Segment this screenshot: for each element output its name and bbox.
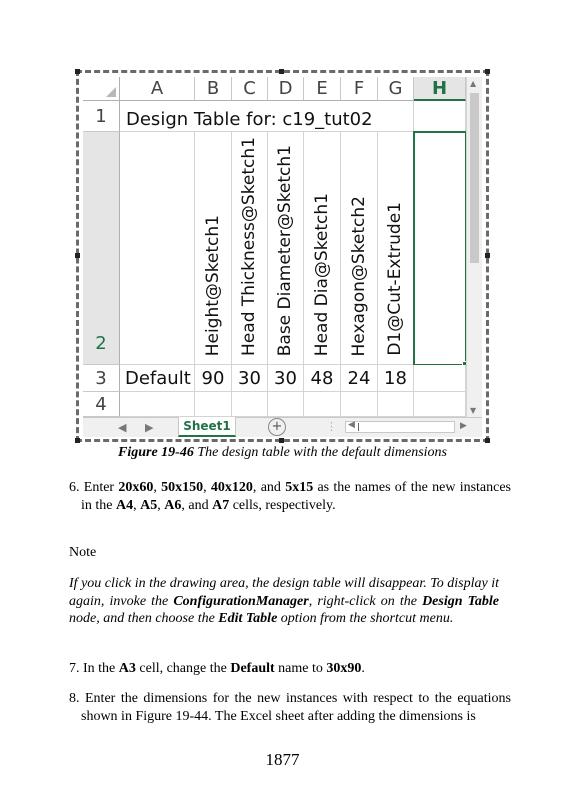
cell-ref: A6 bbox=[164, 497, 182, 513]
page-number: 1877 bbox=[265, 750, 300, 769]
ui-term: Edit Table bbox=[218, 611, 278, 626]
header-base-diameter: Base Diameter@Sketch1 bbox=[275, 144, 295, 356]
cell-g3[interactable] bbox=[378, 365, 414, 392]
value-base-diameter: 30 bbox=[274, 368, 297, 389]
split-handle-icon[interactable]: ⋮ bbox=[326, 420, 337, 433]
column-header-e[interactable]: E bbox=[304, 77, 341, 101]
text-run: , bbox=[157, 497, 165, 513]
instance-name: 20x60 bbox=[118, 480, 154, 495]
cell-g4[interactable] bbox=[378, 392, 414, 417]
cell-h3[interactable] bbox=[414, 365, 466, 392]
cell-h4[interactable] bbox=[414, 392, 466, 417]
resize-handle[interactable] bbox=[485, 438, 490, 443]
ui-term: ConfigurationManager bbox=[173, 593, 309, 609]
column-header-d[interactable]: D bbox=[268, 77, 304, 101]
scroll-position-marker bbox=[358, 423, 359, 431]
tab-prev-icon[interactable]: ◀ bbox=[118, 421, 127, 434]
figure-frame bbox=[76, 70, 489, 442]
value-head-thickness: 30 bbox=[238, 368, 261, 389]
cell-ref: A5 bbox=[140, 497, 158, 513]
row-header-3[interactable]: 3 bbox=[83, 365, 120, 392]
text-run: , and bbox=[181, 497, 213, 513]
step-6 bbox=[69, 479, 511, 514]
scroll-right-icon[interactable]: ▶ bbox=[460, 421, 467, 431]
row-header-4[interactable]: 4 bbox=[83, 392, 120, 417]
note-label: Note bbox=[69, 545, 97, 560]
resize-handle[interactable] bbox=[485, 69, 490, 74]
cell-ref: A3 bbox=[118, 661, 136, 676]
row-header-2[interactable]: 2 bbox=[83, 132, 120, 365]
figure-caption-text: The design table with the default dimensions bbox=[193, 445, 447, 460]
note-body bbox=[69, 575, 499, 628]
instance-name: 5x15 bbox=[285, 480, 314, 495]
default-label: Default bbox=[125, 368, 191, 389]
header-head-thickness: Head Thickness@Sketch1 bbox=[239, 137, 259, 356]
cell-d4[interactable] bbox=[268, 392, 304, 417]
text-run: , right-click on the bbox=[308, 593, 423, 609]
cell-d3[interactable] bbox=[268, 365, 304, 392]
cell-c4[interactable] bbox=[232, 392, 268, 417]
figure-label: Figure 19-46 bbox=[118, 445, 194, 460]
text-run: 6. Enter bbox=[69, 480, 119, 495]
text-run: 7. In the bbox=[69, 661, 119, 676]
cell-e4[interactable] bbox=[304, 392, 341, 417]
column-header-a[interactable]: A bbox=[120, 77, 195, 101]
resize-handle[interactable] bbox=[485, 253, 490, 258]
column-header-b[interactable]: B bbox=[195, 77, 232, 101]
cell-b4[interactable] bbox=[195, 392, 232, 417]
cell-f3[interactable] bbox=[341, 365, 378, 392]
cell-h1[interactable] bbox=[414, 101, 466, 132]
resize-handle[interactable] bbox=[279, 69, 284, 74]
text-run: option from the shortcut menu. bbox=[277, 611, 454, 626]
select-all-corner[interactable] bbox=[83, 77, 120, 101]
resize-handle[interactable] bbox=[279, 438, 284, 443]
row-header-1[interactable]: 1 bbox=[83, 101, 120, 132]
cell-e3[interactable] bbox=[304, 365, 341, 392]
vertical-scrollbar[interactable] bbox=[466, 77, 482, 417]
cell-a3[interactable] bbox=[120, 365, 195, 392]
header-d1-cut-extrude: D1@Cut-Extrude1 bbox=[385, 202, 405, 356]
text-run: as the names of the new instances in the bbox=[81, 480, 512, 513]
text-run: name to bbox=[274, 661, 327, 676]
instance-name: 40x120 bbox=[210, 480, 253, 495]
step-8: 8. Enter the dimensions for the new instances with respect to the equations shown in Figure 19-44. The Excel sheet after adding the dimensions is bbox=[69, 691, 511, 724]
header-hexagon: Hexagon@Sketch2 bbox=[349, 195, 369, 356]
text-run: cell, change the bbox=[135, 661, 231, 676]
text-run: cells, respectively. bbox=[229, 497, 336, 513]
value-head-dia: 48 bbox=[310, 368, 334, 389]
active-cell-h2[interactable] bbox=[413, 131, 467, 366]
text-run: If you click in the drawing area, the design table will disappear. To display it again, invoke the bbox=[69, 576, 499, 609]
instance-name: 30x90 bbox=[326, 661, 362, 676]
figure-caption bbox=[0, 445, 565, 461]
resize-handle[interactable] bbox=[75, 69, 80, 74]
column-header-g[interactable]: G bbox=[378, 77, 414, 101]
text-run: node, and then choose the bbox=[69, 611, 219, 626]
cell-ref: A7 bbox=[212, 497, 230, 513]
ui-term: Default bbox=[230, 661, 275, 676]
cell-f4[interactable] bbox=[341, 392, 378, 417]
column-header-h[interactable]: H bbox=[414, 77, 466, 101]
cell-ref: A4 bbox=[116, 497, 134, 513]
scroll-down-icon[interactable]: ▼ bbox=[470, 406, 477, 415]
tab-next-icon[interactable]: ▶ bbox=[145, 421, 154, 434]
step-7 bbox=[69, 660, 499, 678]
column-header-c[interactable]: C bbox=[232, 77, 268, 101]
text-run: , bbox=[153, 480, 162, 495]
instance-name: 50x150 bbox=[161, 480, 204, 495]
text-run: , bbox=[203, 480, 211, 495]
plus-circle-icon[interactable]: + bbox=[268, 418, 286, 436]
text-run: , and bbox=[252, 480, 286, 495]
text-run: . bbox=[361, 661, 365, 676]
cell-b3[interactable] bbox=[195, 365, 232, 392]
scroll-thumb[interactable] bbox=[470, 93, 479, 263]
scroll-up-icon[interactable]: ▲ bbox=[470, 79, 477, 88]
tab-sheet1[interactable]: Sheet1 bbox=[178, 417, 236, 437]
cell-a4[interactable] bbox=[120, 392, 195, 417]
text-run: , bbox=[133, 497, 141, 513]
sheet-tab-bar bbox=[83, 417, 482, 437]
header-head-dia: Head Dia@Sketch1 bbox=[312, 192, 332, 356]
cell-c3[interactable] bbox=[232, 365, 268, 392]
design-table-title: Design Table for: c19_tut02 bbox=[126, 109, 373, 130]
ui-term: Design Table bbox=[422, 593, 499, 609]
column-header-f[interactable]: F bbox=[341, 77, 378, 101]
horizontal-scrollbar[interactable] bbox=[345, 421, 455, 433]
value-d1: 18 bbox=[384, 368, 407, 389]
resize-handle[interactable] bbox=[75, 253, 80, 258]
value-height: 90 bbox=[201, 368, 225, 389]
scroll-left-icon[interactable]: ◀ bbox=[348, 420, 355, 430]
value-hexagon: 24 bbox=[347, 368, 371, 389]
cell-a2[interactable] bbox=[120, 132, 195, 365]
header-height: Height@Sketch1 bbox=[203, 214, 223, 356]
resize-handle[interactable] bbox=[75, 438, 80, 443]
spreadsheet bbox=[83, 77, 482, 437]
